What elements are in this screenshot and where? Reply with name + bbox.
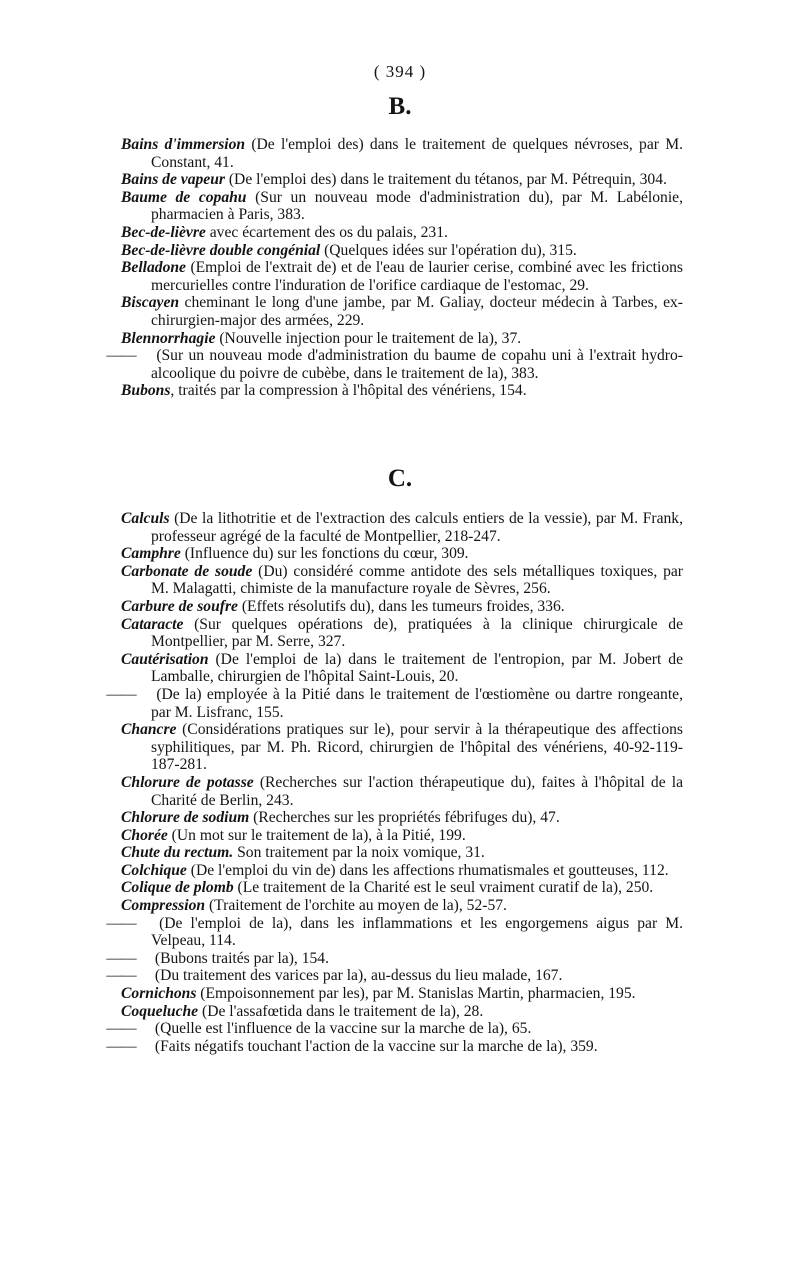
ditto-dash: —— xyxy=(106,949,136,967)
ditto-dash: —— xyxy=(106,685,136,703)
index-entry xyxy=(121,862,683,880)
index-entry xyxy=(121,563,683,598)
index-description: (Du traitement des varices par la), au-dessus du lieu malade, 167. xyxy=(151,967,563,985)
index-entry xyxy=(121,382,683,400)
index-term: Cornichons xyxy=(121,985,197,1003)
index-entry xyxy=(121,1003,683,1021)
index-term: Blennorrhagie xyxy=(121,329,216,347)
index-description: (Considérations pratiques sur le), pour servir à la thérapeutique des affections syphilitiques, par M. Ph. Ricord, chirurgien de l'hôpital des vénériens, 40-92-119-187-281. xyxy=(151,721,683,774)
index-term: Bains de vapeur xyxy=(121,171,225,189)
index-entry xyxy=(121,259,683,294)
index-entry xyxy=(121,809,683,827)
index-entry xyxy=(121,827,683,845)
page-number: ( 394 ) xyxy=(373,62,427,81)
index-entry xyxy=(121,242,683,260)
index-description: (Faits négatifs touchant l'action de la vaccine sur la marche de la), 359. xyxy=(151,1037,598,1055)
index-term: Camphre xyxy=(121,545,181,563)
index-description: (Sur un nouveau mode d'administration du baume de copahu uni à l'extrait hydro-alcoolique du poivre de cubèbe, dans le traitement de la), 383. xyxy=(151,347,683,382)
index-term: Bubons xyxy=(121,382,171,400)
index-entry xyxy=(121,844,683,862)
index-term: Belladone xyxy=(121,259,186,277)
index-term: Colique de plomb xyxy=(121,879,234,897)
index-term: Carbure de soufre xyxy=(121,597,238,615)
index-term: Bains d'immersion xyxy=(121,136,246,153)
index-description: (Nouvelle injection pour le traitement de la), 37. xyxy=(215,329,522,347)
index-term: Chlorure de sodium xyxy=(121,809,250,827)
index-description: Son traitement par la noix vomique, 31. xyxy=(233,844,485,862)
index-term: Chute du rectum. xyxy=(121,844,234,862)
index-description: (Empoisonnement par les), par M. Stanislas Martin, pharmacien, 195. xyxy=(196,985,636,1003)
ditto-dash: —— xyxy=(106,1020,136,1038)
index-entry xyxy=(121,879,683,897)
index-description: (Emploi de l'extrait de) et de l'eau de laurier cerise, combiné avec les frictions mercurielles contre l'induration de l'orifice cardiaque de l'estomac, 29. xyxy=(151,259,683,294)
index-description: cheminant le long d'une jambe, par M. Galiay, docteur médecin à Tarbes, ex-chirurgien-major des armées, 229. xyxy=(151,294,683,329)
index-description: (De la lithotritie et de l'extraction des calculs entiers de la vessie), par M. Frank, professeur agrégé de la faculté de Montpellier, 218-247. xyxy=(151,510,683,545)
index-description: (De l'emploi des) dans le traitement du tétanos, par M. Pétrequin, 304. xyxy=(224,171,667,189)
index-entry xyxy=(121,774,683,809)
index-term: Cautérisation xyxy=(121,650,209,668)
index-entry xyxy=(121,545,683,563)
index-description: (Effets résolutifs du), dans les tumeurs froides, 336. xyxy=(237,597,565,615)
index-description: (Le traitement de la Charité est le seul vraiment curatif de la), 250. xyxy=(233,879,654,897)
index-description: (De l'assafœtida dans le traitement de la), 28. xyxy=(198,1002,484,1020)
index-description: , traités par la compression à l'hôpital des vénériens, 154. xyxy=(170,382,527,400)
index-entry xyxy=(106,949,683,968)
index-term: Baume de copahu xyxy=(121,188,247,206)
index-entry xyxy=(121,224,683,242)
section-letter-b: B. xyxy=(388,93,412,120)
index-entry xyxy=(106,967,683,985)
index-term: Colchique xyxy=(121,861,187,879)
index-entry xyxy=(121,651,683,686)
index-entry xyxy=(121,985,683,1003)
index-entry xyxy=(106,1020,683,1038)
index-entry xyxy=(121,616,683,651)
index-description: (Traitement de l'orchite au moyen de la), 52-57. xyxy=(205,897,507,915)
index-description: (Recherches sur l'action thérapeutique du), faites à l'hôpital de la Charité de Berlin, 243. xyxy=(151,773,684,809)
ditto-dash: —— xyxy=(106,914,136,932)
index-description: (Du) considéré comme antidote des sels métalliques toxiques, par M. Malagatti, chimiste de la manufacture royale de Sèvres, 256. xyxy=(151,562,684,598)
index-section-b xyxy=(106,136,683,400)
index-term: Chlorure de potasse xyxy=(121,773,254,791)
index-description: (Quelques idées sur l'opération du), 315. xyxy=(320,241,577,259)
index-entry xyxy=(121,897,683,915)
index-term: Cataracte xyxy=(121,615,184,633)
index-term: Coqueluche xyxy=(121,1002,199,1020)
index-entry xyxy=(121,598,683,616)
index-description: (Recherches sur les propriétés fébrifuges du), 47. xyxy=(249,809,560,827)
ditto-dash: —— xyxy=(106,1037,136,1055)
index-section-c xyxy=(106,510,684,1055)
index-description: (Quelle est l'influence de la vaccine sur la marche de la), 65. xyxy=(151,1020,532,1038)
index-term: Calculs xyxy=(121,510,170,527)
index-entry xyxy=(121,330,683,348)
ditto-dash: —— xyxy=(106,347,136,365)
index-description: (De l'emploi de la), dans les inflammations et les engorgemens aigus par M. Velpeau, 114. xyxy=(151,914,683,950)
index-entry xyxy=(121,136,683,171)
index-entry xyxy=(121,294,683,329)
index-description: (De l'emploi du vin de) dans les affections rhumatismales et goutteuses, 112. xyxy=(186,861,669,879)
ditto-dash: —— xyxy=(106,967,136,985)
section-letter-c: C. xyxy=(387,465,413,492)
index-description: (Bubons traités par la), 154. xyxy=(151,949,329,967)
index-term: Biscayen xyxy=(121,294,180,312)
index-entry xyxy=(121,189,683,224)
index-entry xyxy=(106,347,683,382)
index-entry xyxy=(106,685,683,721)
index-entry xyxy=(121,510,683,545)
index-term: Compression xyxy=(121,897,206,915)
index-entry xyxy=(106,914,683,950)
index-entry xyxy=(121,171,683,189)
index-description: avec écartement des os du palais, 231. xyxy=(205,223,448,241)
index-term: Bec-de-lièvre double congénial xyxy=(121,241,321,259)
index-description: (Influence du) sur les fonctions du cœur, 309. xyxy=(180,545,469,563)
index-term: Chancre xyxy=(121,721,177,739)
index-entry xyxy=(121,721,683,774)
index-term: Carbonate de soude xyxy=(121,562,253,580)
index-description: (De la) employée à la Pitié dans le traitement de l'œstiomène ou dartre rongeante, par M. Lisfranc, 155. xyxy=(151,685,683,721)
index-entry xyxy=(106,1037,683,1056)
index-term: Chorée xyxy=(121,826,168,844)
index-description: (Sur un nouveau mode d'administration du), par M. Labélonie, pharmacien à Paris, 383. xyxy=(151,188,683,224)
index-description: (Un mot sur le traitement de la), à la Pitié, 199. xyxy=(167,826,466,844)
index-description: (Sur quelques opérations de), pratiquées à la clinique chirurgicale de Montpellier, par M. Serre, 327. xyxy=(151,615,683,651)
index-term: Bec-de-lièvre xyxy=(121,223,206,241)
index-description: (De l'emploi des) dans le traitement de quelques névroses, par M. Constant, 41. xyxy=(151,136,683,171)
index-description: (De l'emploi de la) dans le traitement de l'entropion, par M. Jobert de Lamballe, chirurgien de l'hôpital Saint-Louis, 20. xyxy=(151,650,683,686)
